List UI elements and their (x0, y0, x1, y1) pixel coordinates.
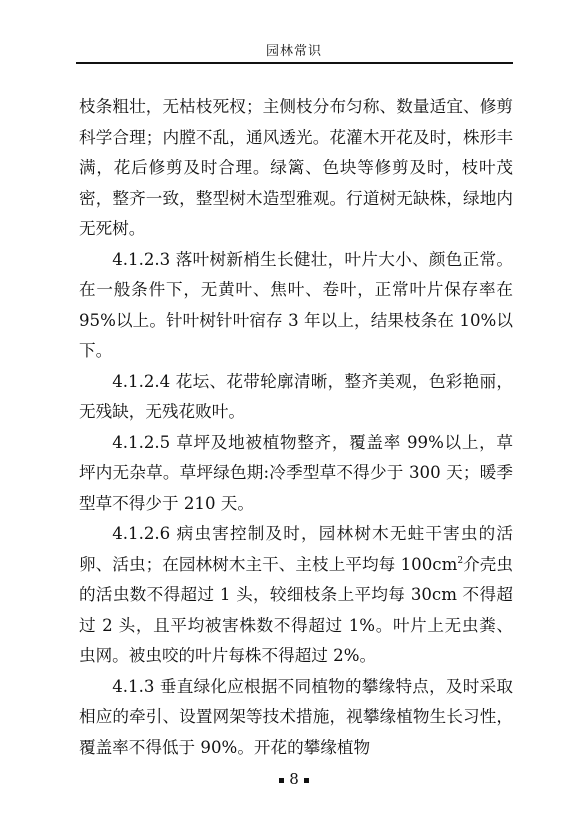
bullet-right-icon (304, 778, 309, 783)
header-rule (76, 62, 513, 64)
paragraph-continued: 枝条粗壮，无枯枝死杈；主侧枝分布匀称、数量适宜、修剪科学合理；内膛不乱，通风透光。花灌木开花及时，株形丰满，花后修剪及时合理。绿篱、色块等修剪及时，枝叶茂密，整齐一致，整型树木造型雅观。行道树无缺株，绿地内无死树。 (79, 97, 513, 238)
page-footer (0, 770, 588, 788)
running-header: 园林常识 (265, 44, 322, 59)
paragraph-4-1-2-5: 4.1.2.5 草坪及地被植物整齐，覆盖率 99%以上，草坪内无杂草。草坪绿色期:冷季型草不得少于 300 天；暖季型草不得少于 210 天。 (79, 432, 513, 513)
bullet-left-icon (279, 778, 284, 783)
superscript-2: 2 (457, 555, 464, 566)
paragraph-4-1-3: 4.1.3 垂直绿化应根据不同植物的攀缘特点，及时采取相应的牵引、设置网架等技术措施，视攀缘植物生长习性，覆盖率不得低于 90%。开花的攀缘植物 (79, 676, 513, 757)
paragraph-4-1-2-3: 4.1.2.3 落叶树新梢生长健壮，叶片大小、颜色正常。在一般条件下，无黄叶、焦叶、卷叶，正常叶片保存率在 95%以上。针叶树针叶宿存 3 年以上，结果枝条在 10%以下。 (79, 249, 513, 360)
paragraph-4-1-2-6-part-b: 介壳虫的活虫数不得超过 1 头，较细枝条上平均每 30cm 不得超过 2 头，且平均被害株数不得超过 1%。叶片上无虫粪、虫网。被虫咬的叶片每株不得超过 2%。 (79, 554, 514, 665)
body-text (79, 92, 513, 763)
page-number: 8 (289, 770, 299, 788)
paragraph-4-1-2-6 (79, 519, 513, 672)
paragraph-4-1-2-6-part-a: 4.1.2.6 病虫害控制及时，园林树木无蛀干害虫的活卵、活虫；在园林树木主干、主枝上平均每 100cm (79, 524, 513, 574)
paragraph-4-1-2-4: 4.1.2.4 花坛、花带轮廓清晰，整齐美观，色彩艳丽，无残缺，无残花败叶。 (79, 371, 513, 421)
